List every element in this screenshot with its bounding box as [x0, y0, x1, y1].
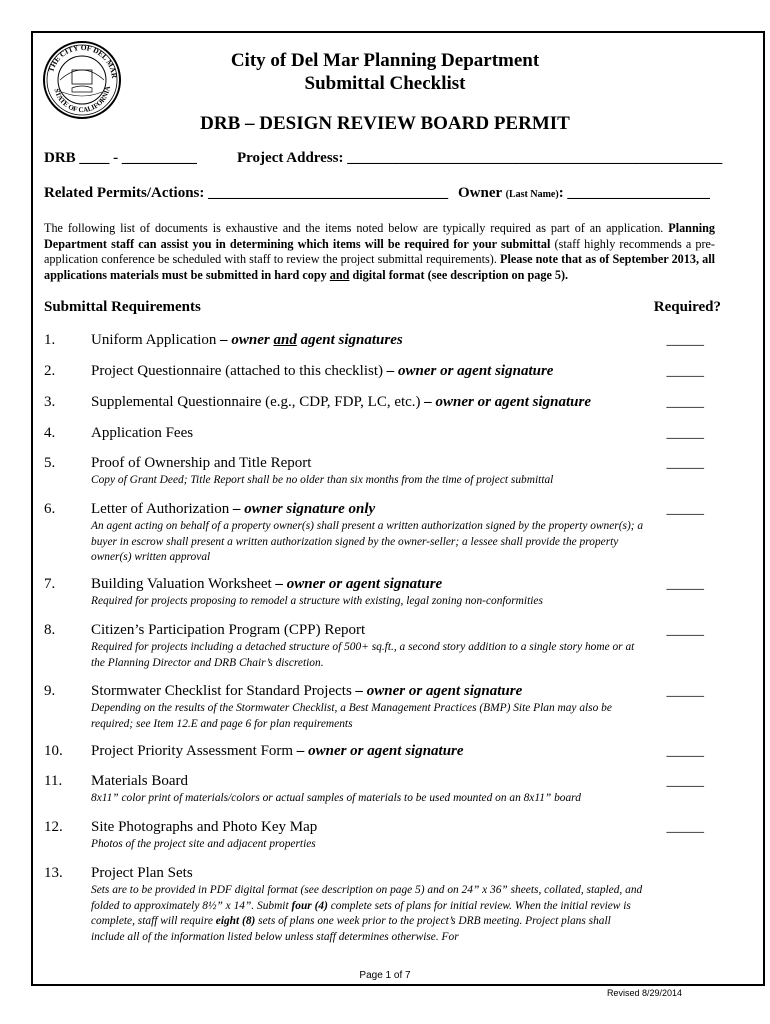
required-checkbox-line[interactable]: _____	[666, 622, 704, 638]
required-checkbox-line[interactable]: _____	[666, 683, 704, 699]
department-title: City of Del Mar Planning Department	[230, 50, 540, 71]
page-number: Page 1 of 7	[359, 970, 411, 981]
revision-date: Revised 8/29/2014	[606, 988, 682, 998]
related-permits-field[interactable]: Related Permits/Actions: ________________________________	[44, 185, 449, 201]
required-checkbox-line[interactable]: _____	[666, 501, 704, 517]
checklist-subtitle: Submittal Checklist	[304, 73, 466, 94]
required-checkbox-line[interactable]: _____	[666, 332, 704, 348]
required-checkbox-line[interactable]: _____	[666, 773, 704, 789]
drb-number-field[interactable]: DRB ____ - __________	[44, 150, 197, 166]
required-checkbox-line[interactable]: _____	[666, 363, 704, 379]
required-checkbox-line[interactable]: _____	[666, 394, 704, 410]
owner-blank: : ___________________	[558, 185, 710, 201]
svg-text:STATE OF CALIFORNIA: STATE OF CALIFORNIA	[52, 85, 112, 115]
owner-sublabel: (Last Name)	[505, 189, 559, 200]
required-checkbox-line[interactable]: _____	[666, 425, 704, 441]
owner-field[interactable]	[458, 185, 710, 202]
intro-paragraph: The following list of documents is exhaustive and the items noted below are typically required as part of an application. Planning Department staff can assist you in determining which items will be required for your submittal (staff highly recommends a pre-application conference be scheduled with staff to review the project submittal requirements). Please note that as of September 2013, all applications materials must be submitted in hard copy and digital format (see description on page 5).	[44, 221, 716, 282]
permit-title: DRB – DESIGN REVIEW BOARD PERMIT	[200, 113, 570, 134]
required-checkbox-line[interactable]: _____	[666, 743, 704, 759]
submittal-requirements-heading: Submittal Requirements	[44, 299, 201, 315]
svg-text:THE CITY OF DEL MAR: THE CITY OF DEL MAR	[46, 42, 120, 79]
required-checkbox-line[interactable]: _____	[666, 455, 704, 471]
project-address-field[interactable]: Project Address: __________________________________________________	[237, 150, 723, 166]
required-checkbox-line[interactable]: _____	[666, 819, 704, 835]
required-column-heading: Required?	[653, 299, 721, 315]
required-checkbox-line[interactable]: _____	[666, 576, 704, 592]
owner-label: Owner	[458, 185, 502, 201]
